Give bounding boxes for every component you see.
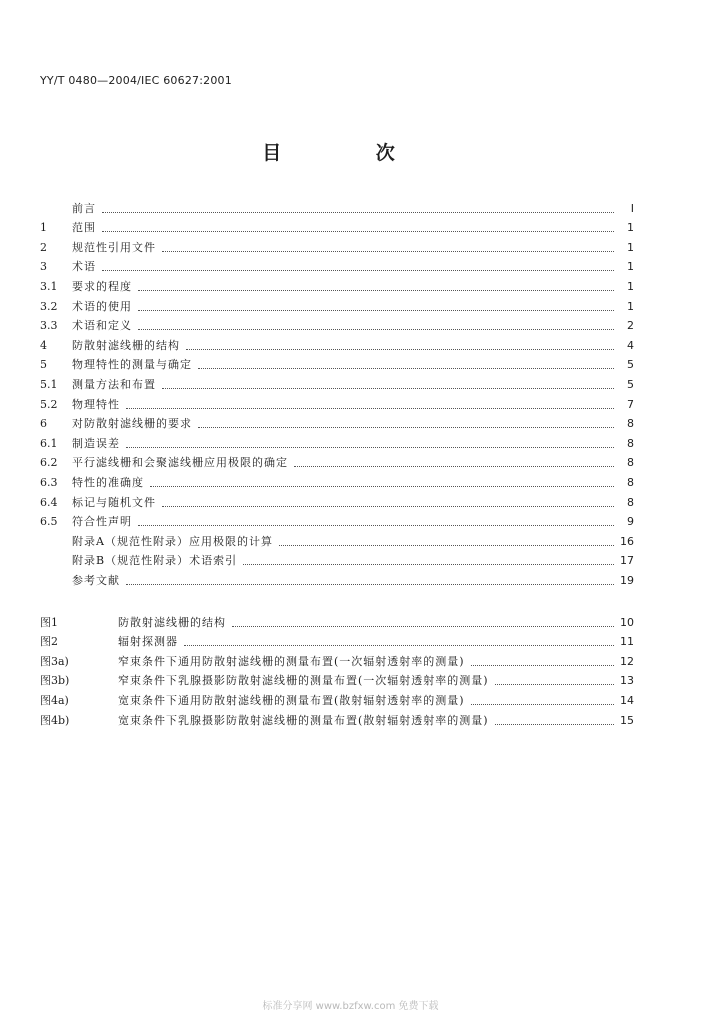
entry-title: 参考文献 (72, 573, 120, 587)
dot-leader (126, 584, 614, 585)
toc-entry[interactable] (40, 431, 634, 451)
entry-title: 特性的准确度 (72, 475, 144, 489)
entry-title: 范围 (72, 221, 96, 235)
page-number: 8 (627, 436, 634, 450)
table-of-contents (40, 196, 634, 588)
entry-title: 防散射滤线栅的结构 (118, 615, 226, 629)
entry-title: 符合性声明 (72, 515, 132, 529)
entry-number: 3 (40, 260, 47, 274)
entry-number: 图1 (40, 615, 58, 629)
entry-number: 5.1 (40, 377, 58, 391)
dot-leader (102, 212, 614, 213)
entry-title: 前言 (72, 201, 96, 215)
entry-number: 6.4 (40, 495, 58, 509)
dot-leader (243, 564, 614, 565)
entry-number: 5.2 (40, 397, 58, 411)
page-number: 16 (620, 534, 634, 548)
entry-title: 物理特性的测量与确定 (72, 358, 192, 372)
dot-leader (150, 486, 614, 487)
toc-entry[interactable] (40, 451, 634, 471)
entry-number: 6.3 (40, 475, 58, 489)
page-number: 5 (627, 377, 634, 391)
entry-number: 4 (40, 338, 47, 352)
page-number: 8 (627, 475, 634, 489)
entry-number: 5 (40, 358, 47, 372)
entry-title: 术语 (72, 260, 96, 274)
entry-title: 测量方法和布置 (72, 377, 156, 391)
figure-entry[interactable] (40, 630, 634, 650)
page-number: 2 (627, 319, 634, 333)
standard-number: YY/T 0480—2004/IEC 60627:2001 (40, 74, 232, 87)
page-number: 5 (627, 358, 634, 372)
dot-leader (138, 525, 614, 526)
page-number: 1 (627, 299, 634, 313)
entry-number: 6.2 (40, 456, 58, 470)
page-number: 15 (620, 713, 634, 727)
page-number: 1 (627, 221, 634, 235)
toc-entry[interactable] (40, 216, 634, 236)
page-number: 13 (620, 674, 634, 688)
entry-number: 3.2 (40, 299, 58, 313)
dot-leader (138, 310, 614, 311)
toc-entry[interactable] (40, 372, 634, 392)
figure-entry[interactable] (40, 688, 634, 708)
entry-title: 标记与随机文件 (72, 495, 156, 509)
entry-number: 2 (40, 240, 47, 254)
dot-leader (138, 290, 614, 291)
page-number: 10 (620, 615, 634, 629)
page-number: 14 (620, 693, 634, 707)
page-number: 1 (627, 260, 634, 274)
dot-leader (138, 329, 614, 330)
figure-entry[interactable] (40, 610, 634, 630)
toc-entry[interactable] (40, 196, 634, 216)
entry-title: 辐射探测器 (118, 635, 178, 649)
entry-title: 宽束条件下乳腺摄影防散射滤线栅的测量布置(散射辐射透射率的测量) (118, 713, 489, 727)
toc-entry[interactable] (40, 470, 634, 490)
entry-title: 制造误差 (72, 436, 120, 450)
toc-entry[interactable] (40, 392, 634, 412)
entry-title: 要求的程度 (72, 279, 132, 293)
dot-leader (471, 704, 614, 705)
toc-entry[interactable] (40, 568, 634, 588)
entry-title: 附录A（规范性附录）应用极限的计算 (72, 534, 273, 548)
toc-entry[interactable] (40, 549, 634, 569)
entry-title: 物理特性 (72, 397, 120, 411)
entry-number: 6.5 (40, 515, 58, 529)
toc-entry[interactable] (40, 510, 634, 530)
dot-leader (184, 645, 614, 646)
entry-number: 图4b) (40, 713, 70, 727)
list-of-figures (40, 610, 634, 728)
dot-leader (279, 545, 614, 546)
dot-leader (126, 408, 614, 409)
entry-number: 3.3 (40, 319, 58, 333)
watermark: 标准分享网 www.bzfxw.com 免费下载 (262, 1001, 439, 1012)
page-number: 8 (627, 417, 634, 431)
entry-number: 图2 (40, 635, 58, 649)
entry-number: 3.1 (40, 279, 58, 293)
figure-entry[interactable] (40, 649, 634, 669)
dot-leader (102, 231, 614, 232)
dot-leader (162, 251, 614, 252)
entry-number: 1 (40, 221, 47, 235)
entry-number: 图4a) (40, 693, 69, 707)
toc-entry[interactable] (40, 235, 634, 255)
entry-title: 对防散射滤线栅的要求 (72, 417, 192, 431)
entry-title: 窄束条件下乳腺摄影防散射滤线栅的测量布置(一次辐射透射率的测量) (118, 674, 489, 688)
entry-title: 窄束条件下通用防散射滤线栅的测量布置(一次辐射透射率的测量) (118, 654, 465, 668)
page-title: 目 次 (262, 142, 439, 164)
entry-title: 防散射滤线栅的结构 (72, 338, 180, 352)
toc-entry[interactable] (40, 490, 634, 510)
toc-entry[interactable] (40, 529, 634, 549)
page-number: I (630, 201, 634, 215)
entry-number: 6.1 (40, 436, 58, 450)
entry-title: 规范性引用文件 (72, 240, 156, 254)
toc-entry[interactable] (40, 353, 634, 373)
figure-entry[interactable] (40, 669, 634, 689)
toc-entry[interactable] (40, 255, 634, 275)
page-number: 17 (620, 554, 634, 568)
dot-leader (198, 368, 614, 369)
entry-number: 图3b) (40, 674, 70, 688)
dot-leader (186, 349, 614, 350)
page-number: 8 (627, 495, 634, 509)
dot-leader (126, 447, 614, 448)
toc-entry[interactable] (40, 274, 634, 294)
dot-leader (162, 388, 614, 389)
entry-title: 平行滤线栅和会聚滤线栅应用极限的确定 (72, 456, 288, 470)
entry-title: 术语的使用 (72, 299, 132, 313)
entry-number: 图3a) (40, 654, 69, 668)
dot-leader (471, 665, 614, 666)
page-number: 1 (627, 240, 634, 254)
dot-leader (495, 684, 614, 685)
page-number: 12 (620, 654, 634, 668)
figure-entry[interactable] (40, 708, 634, 728)
page-number: 8 (627, 456, 634, 470)
entry-title: 附录B（规范性附录）术语索引 (72, 554, 238, 568)
entry-number: 6 (40, 417, 47, 431)
toc-entry[interactable] (40, 412, 634, 432)
dot-leader (495, 724, 614, 725)
dot-leader (198, 427, 614, 428)
page-number: 4 (627, 338, 634, 352)
toc-entry[interactable] (40, 314, 634, 334)
page-number: 19 (620, 573, 634, 587)
page-number: 11 (620, 635, 634, 649)
entry-title: 宽束条件下通用防散射滤线栅的测量布置(散射辐射透射率的测量) (118, 693, 465, 707)
page-number: 9 (627, 515, 634, 529)
page-number: 7 (627, 397, 634, 411)
dot-leader (102, 270, 614, 271)
dot-leader (294, 466, 614, 467)
toc-entry[interactable] (40, 333, 634, 353)
dot-leader (232, 626, 614, 627)
dot-leader (162, 506, 614, 507)
toc-entry[interactable] (40, 294, 634, 314)
page-number: 1 (627, 279, 634, 293)
entry-title: 术语和定义 (72, 319, 132, 333)
